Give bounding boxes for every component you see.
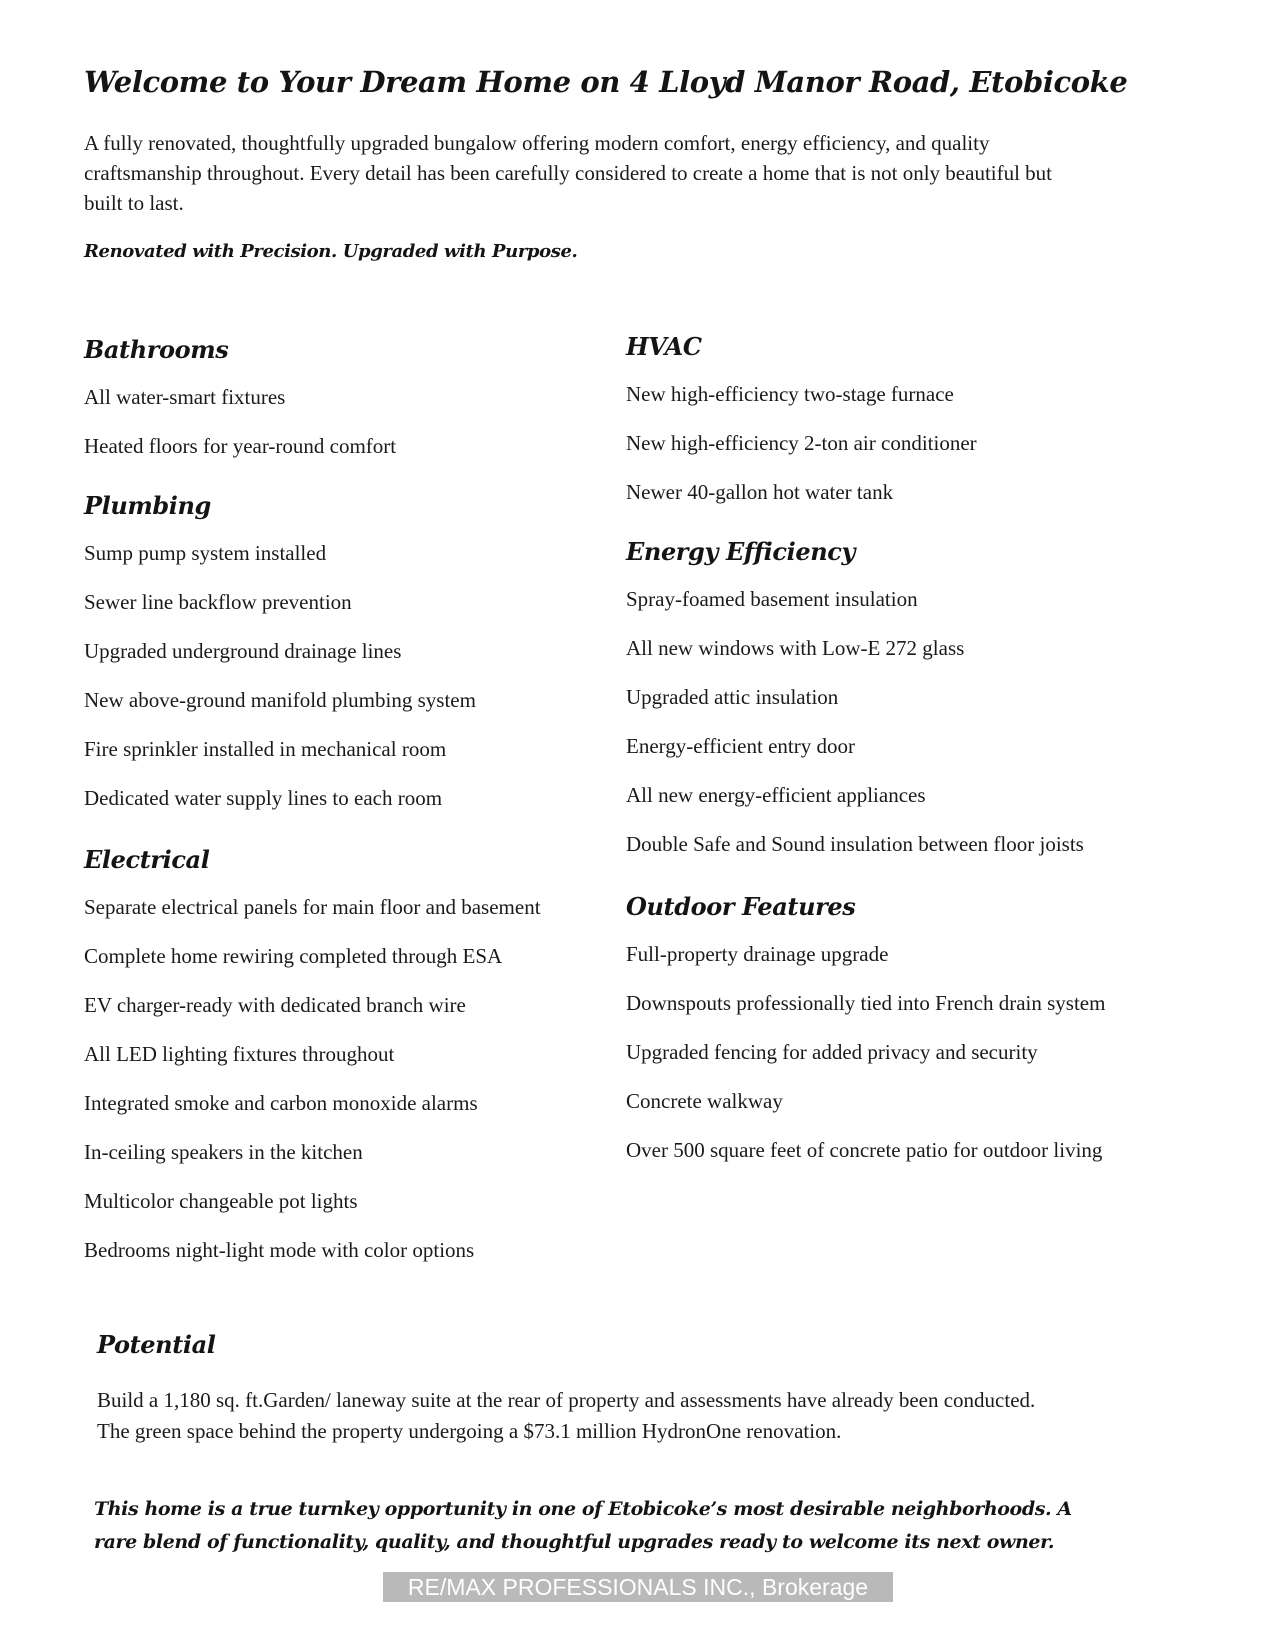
list-item: New high-efficiency two-stage furnace: [626, 382, 954, 406]
list-item: In-ceiling speakers in the kitchen: [84, 1140, 363, 1164]
list-item: Heated floors for year-round comfort: [84, 434, 397, 458]
list-item: Upgraded fencing for added privacy and security: [626, 1040, 1038, 1064]
section-energy-efficiency: [626, 532, 1084, 879]
brokerage-watermark: RE/MAX PROFESSIONALS INC., Brokerage: [383, 1572, 893, 1602]
list-item: Integrated smoke and carbon monoxide alarms: [84, 1091, 478, 1115]
list-item: Bedrooms night-light mode with color options: [84, 1238, 475, 1262]
list-item: All LED lighting fixtures throughout: [84, 1042, 395, 1066]
section-electrical: [84, 840, 541, 1285]
list-item: All new windows with Low-E 272 glass: [626, 636, 965, 660]
list-item: Upgraded underground drainage lines: [84, 639, 402, 663]
list-item: Multicolor changeable pot lights: [84, 1189, 358, 1213]
list-item: Sump pump system installed: [84, 541, 327, 565]
section-heading-potential: Potential: [97, 1330, 216, 1359]
list-item: New above-ground manifold plumbing system: [84, 688, 476, 712]
list-item: Complete home rewiring completed through ESA: [84, 944, 503, 968]
list-item: Separate electrical panels for main floor and basement: [84, 895, 541, 919]
section-bathrooms: [84, 330, 396, 481]
list-item: Double Safe and Sound insulation between floor joists: [626, 832, 1084, 856]
list-item: Full-property drainage upgrade: [626, 942, 889, 966]
list-item: Spray-foamed basement insulation: [626, 587, 918, 611]
outdoor-features-list: [626, 940, 1105, 1185]
potential-paragraph: Build a 1,180 sq. ft.Garden/ laneway suite at the rear of property and assessments have already been conducted. The green space behind the property undergoing a $73.1 million HydronOne renovation.: [97, 1388, 1036, 1443]
section-heading-plumbing: Plumbing: [84, 491, 211, 520]
list-item: Over 500 square feet of concrete patio for outdoor living: [626, 1138, 1103, 1162]
intro-paragraph: A fully renovated, thoughtfully upgraded bungalow offering modern comfort, energy efficiency, and quality craftsmanship throughout. Every detail has been carefully considered to create a home that is not only beautiful but built to last.: [84, 131, 1053, 215]
list-item: Downspouts professionally tied into French drain system: [626, 991, 1106, 1015]
bathrooms-list: [84, 383, 396, 481]
list-item: Fire sprinkler installed in mechanical room: [84, 737, 447, 761]
list-item: Sewer line backflow prevention: [84, 590, 352, 614]
closing-statement: This home is a true turnkey opportunity in one of Etobicoke’s most desirable neighborhoods. A rare blend of functionality, quality, and thoughtful upgrades ready to welcome its next owner.: [94, 1498, 1072, 1553]
section-heading-energy-efficiency: Energy Efficiency: [626, 537, 856, 566]
section-plumbing: [84, 486, 476, 833]
plumbing-list: [84, 539, 476, 833]
energy-efficiency-list: [626, 585, 1084, 879]
section-heading-bathrooms: Bathrooms: [84, 335, 229, 364]
section-hvac: [626, 327, 977, 527]
list-item: All water-smart fixtures: [84, 385, 286, 409]
section-outdoor-features: [626, 887, 1105, 1185]
section-heading-hvac: HVAC: [626, 332, 702, 361]
tagline: Renovated with Precision. Upgraded with Purpose.: [84, 241, 578, 262]
electrical-list: [84, 893, 541, 1285]
list-item: Newer 40-gallon hot water tank: [626, 480, 894, 504]
list-item: EV charger-ready with dedicated branch wire: [84, 993, 466, 1017]
list-item: Energy-efficient entry door: [626, 734, 855, 758]
hvac-list: [626, 380, 977, 527]
section-heading-electrical: Electrical: [84, 845, 210, 874]
section-heading-outdoor-features: Outdoor Features: [626, 892, 856, 921]
page-title: Welcome to Your Dream Home on 4 Lloyd Manor Road, Etobicoke: [84, 65, 1128, 99]
list-item: All new energy-efficient appliances: [626, 783, 926, 807]
list-item: Dedicated water supply lines to each room: [84, 786, 443, 810]
list-item: New high-efficiency 2-ton air conditioner: [626, 431, 977, 455]
list-item: Upgraded attic insulation: [626, 685, 839, 709]
list-item: Concrete walkway: [626, 1089, 783, 1113]
